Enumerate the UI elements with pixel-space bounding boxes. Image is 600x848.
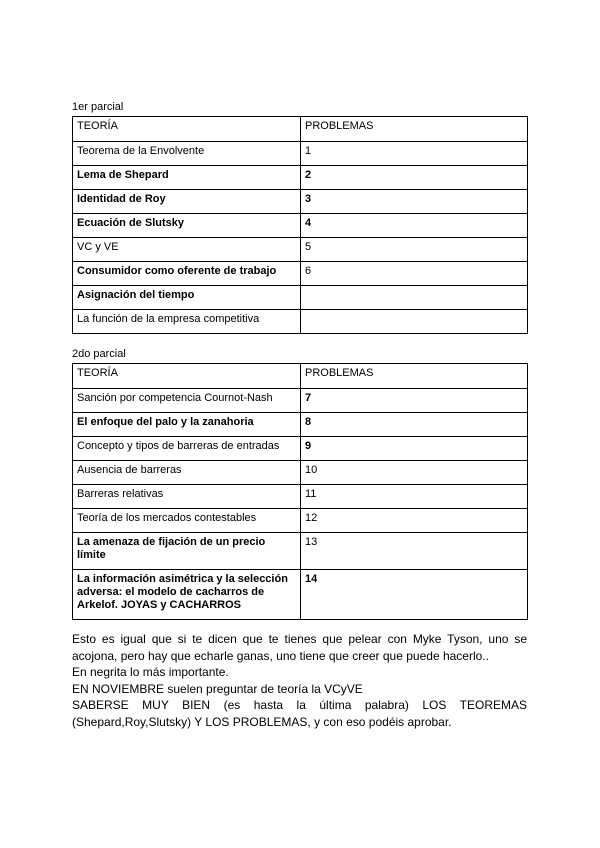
problema-cell: 7 [301,389,528,413]
teoria-cell: Sanción por competencia Cournot-Nash [73,389,301,413]
teoria-cell: VC y VE [73,238,301,262]
header-teoria: TEORÍA [73,117,301,142]
table-row [73,310,528,334]
teoria-cell: Teoría de los mercados contestables [73,509,301,533]
problema-cell: 4 [301,214,528,238]
teoria-cell: Ausencia de barreras [73,461,301,485]
table-row [73,437,528,461]
table-row [73,533,528,570]
teoria-cell: La función de la empresa competitiva [73,310,301,334]
problema-cell [301,310,528,334]
problema-cell: 6 [301,262,528,286]
note-tyson: Esto es igual que si te dicen que te tienes que pelear con Myke Tyson, uno se acojona, pero hay que echarle ganas, uno tiene que creer que puede hacerlo.. [72,632,527,663]
table-row [73,262,528,286]
teoria-cell: La información asimétrica y la selección adversa: el modelo de cacharros de Arkelof. JOYAS y CACHARROS [73,570,301,620]
problema-cell: 10 [301,461,528,485]
problema-cell: 8 [301,413,528,437]
table-header-row [73,117,528,142]
table-row [73,485,528,509]
problema-cell: 5 [301,238,528,262]
teoria-cell: Lema de Shepard [73,166,301,190]
table-row [73,238,528,262]
problema-cell: 12 [301,509,528,533]
parcial1-title: 1er parcial [72,101,124,113]
parcial1-table [72,116,528,334]
header-problemas: PROBLEMAS [301,117,528,142]
parcial2-title: 2do parcial [72,348,126,360]
parcial2-table [72,363,528,620]
teoria-cell: La amenaza de fijación de un precio límite [73,533,301,570]
table-row [73,570,528,620]
table-row [73,142,528,166]
teoria-cell: Consumidor como oferente de trabajo [73,262,301,286]
teoria-cell: Asignación del tiempo [73,286,301,310]
teoria-cell: Identidad de Roy [73,190,301,214]
notes [72,631,527,730]
note-noviembre: EN NOVIEMBRE suelen preguntar de teoría la VCyVE [72,681,363,696]
header-problemas: PROBLEMAS [301,364,528,389]
table-header-row [73,364,528,389]
table-row [73,190,528,214]
table-row [73,509,528,533]
problema-cell: 3 [301,190,528,214]
table-row [73,214,528,238]
teoria-cell: Ecuación de Slutsky [73,214,301,238]
problema-cell: 1 [301,142,528,166]
table-row [73,389,528,413]
table-row [73,286,528,310]
teoria-cell: El enfoque del palo y la zanahoria [73,413,301,437]
problema-cell: 9 [301,437,528,461]
teoria-cell: Barreras relativas [73,485,301,509]
teoria-cell: Teorema de la Envolvente [73,142,301,166]
table-row [73,413,528,437]
note-saberse: SABERSE MUY BIEN (es hasta la última palabra) LOS TEOREMAS (Shepard,Roy,Slutsky) Y LOS PROBLEMAS, y con eso podéis aprobar. [72,698,527,729]
problema-cell: 14 [301,570,528,620]
problema-cell: 2 [301,166,528,190]
header-teoria: TEORÍA [73,364,301,389]
teoria-cell: Concepto y tipos de barreras de entradas [73,437,301,461]
table-row [73,461,528,485]
problema-cell: 13 [301,533,528,570]
note-negrita: En negrita lo más importante. [72,665,229,679]
problema-cell: 11 [301,485,528,509]
table-row [73,166,528,190]
problema-cell [301,286,528,310]
